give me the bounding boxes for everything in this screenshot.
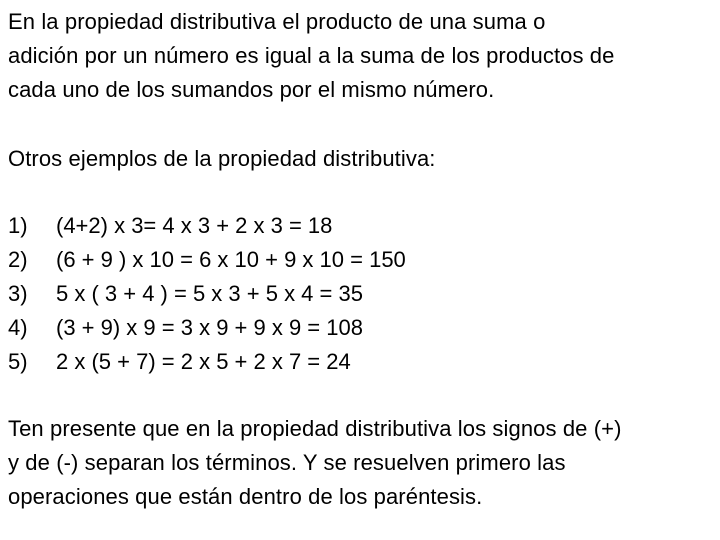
example-expression: (3 + 9) x 9 = 3 x 9 + 9 x 9 = 108 [56, 315, 363, 340]
example-row-2 [8, 243, 708, 277]
example-expression: (4+2) x 3= 4 x 3 + 2 x 3 = 18 [56, 213, 333, 238]
note-paragraph [8, 412, 714, 514]
intro-line-1: En la propiedad distributiva el producto de una suma o [8, 9, 546, 34]
example-expression: 2 x (5 + 7) = 2 x 5 + 2 x 7 = 24 [56, 349, 351, 374]
example-number: 1) [8, 213, 28, 238]
examples-heading: Otros ejemplos de la propiedad distributiva: [8, 146, 436, 171]
examples-list [8, 209, 708, 379]
example-row-4 [8, 311, 708, 345]
example-number: 2) [8, 247, 28, 272]
example-number: 5) [8, 349, 28, 374]
example-expression: 5 x ( 3 + 4 ) = 5 x 3 + 5 x 4 = 35 [56, 281, 363, 306]
note-line-3: operaciones que están dentro de los paréntesis. [8, 484, 483, 509]
example-number: 3) [8, 281, 28, 306]
intro-paragraph [8, 5, 714, 107]
note-line-1: Ten presente que en la propiedad distributiva los signos de (+) [8, 416, 622, 441]
example-number: 4) [8, 315, 28, 340]
example-expression: (6 + 9 ) x 10 = 6 x 10 + 9 x 10 = 150 [56, 247, 406, 272]
note-line-2: y de (-) separan los términos. Y se resuelven primero las [8, 450, 566, 475]
example-row-1 [8, 209, 708, 243]
example-row-3 [8, 277, 708, 311]
intro-line-3: cada uno de los sumandos por el mismo número. [8, 77, 495, 102]
example-row-5 [8, 345, 708, 379]
intro-line-2: adición por un número es igual a la suma de los productos de [8, 43, 615, 68]
